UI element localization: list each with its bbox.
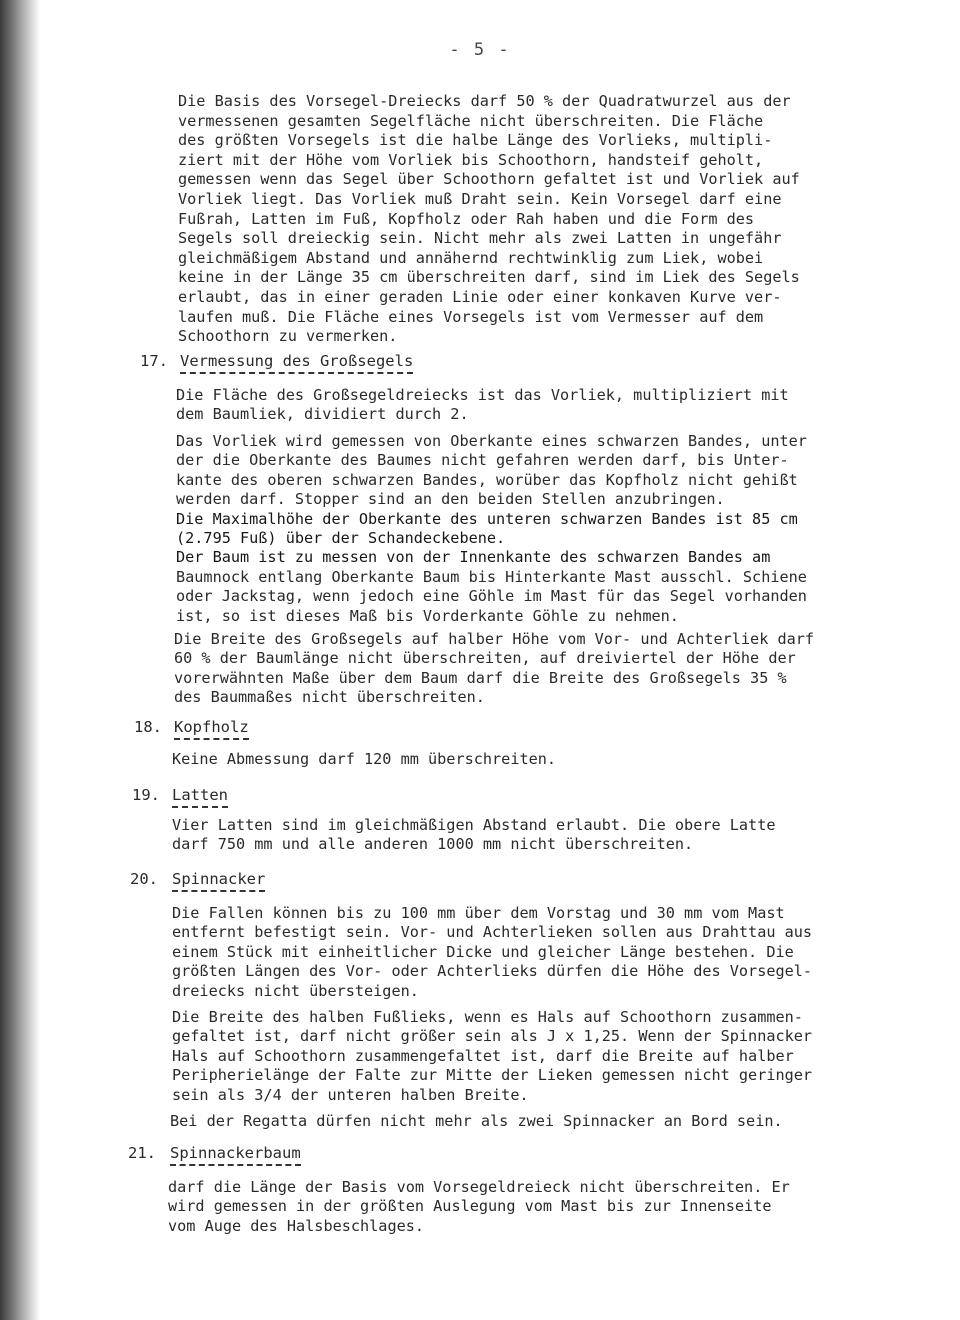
text-line: Baumnock entlang Oberkante Baum bis Hinterkante Mast ausschl. Schiene [176, 567, 807, 586]
section-17-paragraph-1 [176, 386, 936, 425]
page-number: - 5 - [449, 40, 511, 60]
text-line: Die Basis des Vorsegel-Dreiecks darf 50 % der Quadratwurzel aus der [178, 92, 791, 110]
section-18-number: 18. [134, 718, 162, 736]
text-line: dem Baumliek, dividiert durch 2. [176, 405, 469, 424]
text-line: oder Jackstag, wenn jedoch eine Göhle im Mast für das Segel vorhanden [176, 587, 807, 606]
section-17-title: Vermessung des Großsegels [180, 352, 413, 374]
text-line: des größten Vorsegels ist die halbe Länge des Vorlieks, multipli- [178, 131, 773, 150]
text-line: entfernt befestigt sein. Vor- und Achterlieken sollen aus Drahttau aus [172, 923, 813, 942]
section-19-title: Latten [172, 786, 228, 808]
text-line: gefaltet ist, darf nicht größer sein als J x 1,25. Wenn der Spinnacker [172, 1027, 813, 1046]
text-line: Die Breite des halben Fußlieks, wenn es Hals auf Schoothorn zusammen- [172, 1008, 803, 1026]
section-20-number: 20. [130, 870, 158, 888]
section-17-paragraph-2 [176, 432, 936, 626]
text-line: laufen muß. Die Fläche eines Vorsegels ist vom Vermesser auf dem [178, 307, 764, 326]
text-line: Segels soll dreieckig sein. Nicht mehr als zwei Latten in ungefähr [178, 229, 782, 248]
text-line: ziert mit der Höhe vom Vorliek bis Schoothorn, handsteif geholt, [178, 150, 764, 169]
text-line: Keine Abmessung darf 120 mm überschreiten. [172, 750, 557, 768]
text-line: kante des oberen schwarzen Bandes, worüber das Kopfholz nicht gehißt [176, 470, 798, 489]
text-line: Vier Latten sind im gleichmäßigen Abstand erlaubt. Die obere Latte [172, 816, 776, 834]
section-21-number: 21. [128, 1144, 156, 1162]
text-line: darf 750 mm und alle anderen 1000 mm nicht überschreiten. [172, 835, 694, 854]
section-18-title: Kopfholz [174, 718, 249, 740]
section-20-paragraph-2 [172, 1008, 932, 1105]
text-line: Die Fläche des Großsegeldreiecks ist das Vorliek, multipliziert mit [176, 386, 789, 404]
text-line: Der Baum ist zu messen von der Innenkante des schwarzen Bandes am [176, 548, 771, 567]
intro-paragraph [178, 92, 918, 347]
section-17-paragraph-3 [174, 630, 934, 708]
text-line: vermessenen gesamten Segelfläche nicht überschreiten. Die Fläche [178, 111, 764, 130]
text-line: gemessen wenn das Segel über Schoothorn gefaltet ist und Vorliek auf [178, 170, 800, 189]
text-line: Schoothorn zu vermerken. [178, 327, 398, 346]
text-line: dreiecks nicht übersteigen. [172, 981, 419, 1000]
text-line: (2.795 Fuß) über der Schandeckebene. [176, 529, 506, 548]
text-line: darf die Länge der Basis vom Vorsegeldreieck nicht überschreiten. Er [168, 1178, 790, 1196]
text-line: Das Vorliek wird gemessen von Oberkante eines schwarzen Bandes, unter [176, 432, 807, 450]
text-line: sein als 3/4 der unteren halben Breite. [172, 1085, 529, 1104]
scan-binding-edge [0, 0, 40, 1320]
text-line: des Baummaßes nicht überschreiten. [174, 688, 485, 707]
text-line: Die Fallen können bis zu 100 mm über dem Vorstag und 30 mm vom Mast [172, 904, 785, 922]
section-21-title: Spinnackerbaum [170, 1144, 301, 1166]
section-21-paragraph [168, 1178, 928, 1236]
section-19-paragraph [172, 816, 932, 855]
text-line: keine in der Länge 35 cm überschreiten darf, sind im Liek des Segels [178, 268, 800, 287]
text-line: Die Breite des Großsegels auf halber Höhe vom Vor- und Achterliek darf [174, 630, 815, 648]
text-line: Vorliek liegt. Das Vorliek muß Draht sein. Kein Vorsegel darf eine [178, 189, 782, 208]
text-line: vom Auge des Halsbeschlages. [168, 1216, 425, 1235]
text-line: wird gemessen in der größten Auslegung vom Mast bis zur Innenseite [168, 1197, 772, 1216]
text-line: Die Maximalhöhe der Oberkante des unteren schwarzen Bandes ist 85 cm [176, 509, 798, 528]
section-17-number: 17. [140, 352, 168, 370]
section-20-paragraph-1 [172, 904, 932, 1001]
text-line: Fußrah, Latten im Fuß, Kopfholz oder Rah haben und die Form des [178, 209, 755, 228]
section-19-number: 19. [132, 786, 160, 804]
text-line: Bei der Regatta dürfen nicht mehr als zwei Spinnacker an Bord sein. [170, 1112, 783, 1130]
text-line: werden darf. Stopper sind an den beiden Stellen anzubringen. [176, 490, 725, 509]
text-line: Hals auf Schoothorn zusammengefaltet ist, darf die Breite auf halber [172, 1046, 794, 1065]
section-20-paragraph-3 [170, 1112, 930, 1131]
text-line: Peripherielänge der Falte zur Mitte der Lieken gemessen nicht geringer [172, 1066, 813, 1085]
text-line: größten Längen des Vor- oder Achterlieks dürfen die Höhe des Vorsegel- [172, 962, 813, 981]
text-line: ist, so ist dieses Maß bis Vorderkante Göhle zu nehmen. [176, 606, 679, 625]
text-line: 60 % der Baumlänge nicht überschreiten, auf dreiviertel der Höhe der [174, 649, 796, 668]
text-line: einem Stück mit einheitlicher Dicke und gleicher Länge bestehen. Die [172, 942, 794, 961]
text-line: gleichmäßigem Abstand und annähernd rechtwinklig zum Liek, wobei [178, 248, 764, 267]
section-18-paragraph [172, 750, 932, 769]
text-line: vorerwähnten Maße über dem Baum darf die Breite des Großsegels 35 % [174, 668, 787, 687]
text-line: erlaubt, das in einer geraden Linie oder einer konkaven Kurve ver- [178, 287, 782, 306]
text-line: der die Oberkante des Baumes nicht gefahren werden darf, bis Unter- [176, 451, 789, 470]
section-20-title: Spinnacker [172, 870, 265, 892]
